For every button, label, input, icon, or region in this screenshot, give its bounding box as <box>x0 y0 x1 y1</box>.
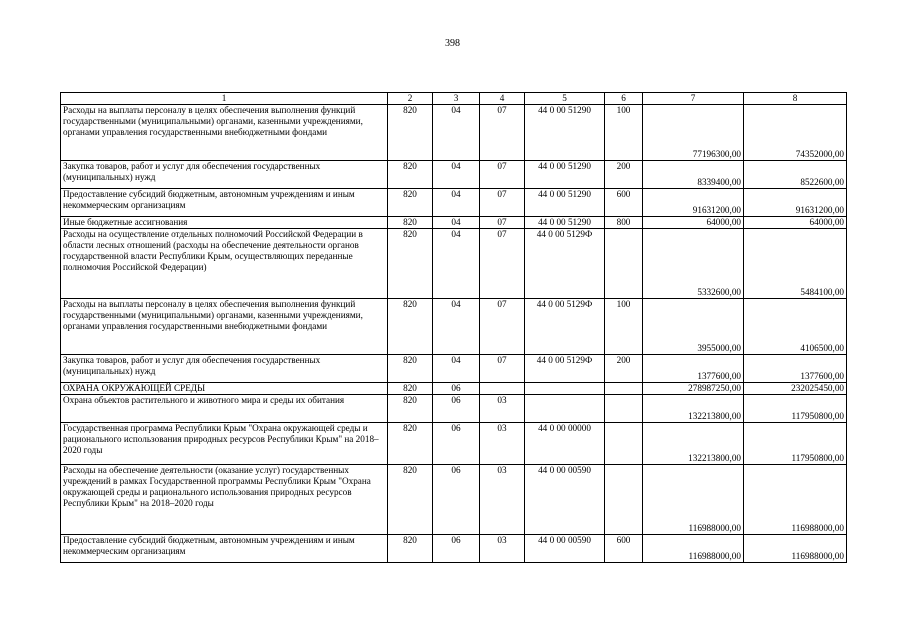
code-cell: 100 <box>605 299 643 355</box>
code-cell: 03 <box>480 465 525 535</box>
code-cell: 100 <box>605 105 643 161</box>
amount-cell: 1377600,00 <box>744 355 847 383</box>
code-cell: 44 0 00 5129Ф <box>525 355 605 383</box>
code-cell: 820 <box>388 465 433 535</box>
table-row <box>61 105 847 161</box>
code-cell: 820 <box>388 217 433 229</box>
code-cell: 200 <box>605 161 643 189</box>
code-cell: 600 <box>605 189 643 217</box>
amount-cell: 91631200,00 <box>643 189 744 217</box>
amount-cell: 3955000,00 <box>643 299 744 355</box>
code-cell: 03 <box>480 535 525 563</box>
code-cell <box>525 395 605 423</box>
row-name-cell: Расходы на выплаты персоналу в целях обеспечения выполнения функций государственными (муниципальными) органами, казенными учреждениями, органами управления государственными внебюджетными фондами <box>61 105 388 161</box>
code-cell: 04 <box>433 105 480 161</box>
amount-cell: 116988000,00 <box>744 465 847 535</box>
header-cell: 6 <box>605 93 643 105</box>
header-cell: 3 <box>433 93 480 105</box>
table-row <box>61 229 847 299</box>
row-name-cell: Иные бюджетные ассигнования <box>61 217 388 229</box>
code-cell: 04 <box>433 189 480 217</box>
code-cell: 820 <box>388 229 433 299</box>
header-cell: 2 <box>388 93 433 105</box>
code-cell: 44 0 00 51290 <box>525 189 605 217</box>
row-name-cell: Расходы на выплаты персоналу в целях обеспечения выполнения функций государственными (муниципальными) органами, казенными учреждениями, органами управления государственными внебюджетными фондами <box>61 299 388 355</box>
code-cell: 07 <box>480 229 525 299</box>
code-cell: 04 <box>433 229 480 299</box>
amount-cell: 278987250,00 <box>643 383 744 395</box>
header-cell: 8 <box>744 93 847 105</box>
amount-cell: 5332600,00 <box>643 229 744 299</box>
amount-cell: 64000,00 <box>643 217 744 229</box>
code-cell: 44 0 00 51290 <box>525 161 605 189</box>
code-cell: 07 <box>480 161 525 189</box>
table-row <box>61 355 847 383</box>
code-cell: 03 <box>480 395 525 423</box>
amount-cell: 116988000,00 <box>643 465 744 535</box>
amount-cell: 4106500,00 <box>744 299 847 355</box>
code-cell: 820 <box>388 535 433 563</box>
row-name-cell: Предоставление субсидий бюджетным, автономным учреждениям и иным некоммерческим организациям <box>61 189 388 217</box>
code-cell: 820 <box>388 189 433 217</box>
code-cell: 820 <box>388 423 433 465</box>
code-cell: 820 <box>388 161 433 189</box>
code-cell <box>480 383 525 395</box>
code-cell <box>605 383 643 395</box>
row-name-cell: Государственная программа Республики Крым "Охрана окружающей среды и рационального использования природных ресурсов Республики Крым" на 2018–2020 годы <box>61 423 388 465</box>
code-cell <box>525 383 605 395</box>
code-cell <box>605 229 643 299</box>
table-row <box>61 299 847 355</box>
table-row <box>61 465 847 535</box>
amount-cell: 232025450,00 <box>744 383 847 395</box>
code-cell: 820 <box>388 355 433 383</box>
code-cell: 07 <box>480 105 525 161</box>
row-name-cell: Расходы на обеспечение деятельности (оказание услуг) государственных учреждений в рамках Государственной программы Республики Крым "Охрана окружающей среды и рационального использования природных ресурсов Республики Крым" на 2018–2020 годы <box>61 465 388 535</box>
code-cell: 200 <box>605 355 643 383</box>
amount-cell: 91631200,00 <box>744 189 847 217</box>
table-row <box>61 535 847 563</box>
table-row <box>61 161 847 189</box>
page-number: 398 <box>445 38 460 49</box>
code-cell: 04 <box>433 161 480 189</box>
code-cell: 06 <box>433 423 480 465</box>
code-cell: 07 <box>480 189 525 217</box>
amount-cell: 64000,00 <box>744 217 847 229</box>
table-row <box>61 383 847 395</box>
code-cell: 03 <box>480 423 525 465</box>
header-cell: 5 <box>525 93 605 105</box>
amount-cell: 1377600,00 <box>643 355 744 383</box>
code-cell <box>605 423 643 465</box>
header-row <box>61 93 847 105</box>
amount-cell: 132213800,00 <box>643 423 744 465</box>
code-cell: 44 0 00 00590 <box>525 535 605 563</box>
code-cell: 04 <box>433 355 480 383</box>
code-cell: 04 <box>433 299 480 355</box>
code-cell: 44 0 00 00000 <box>525 423 605 465</box>
budget-table <box>60 92 847 563</box>
code-cell: 06 <box>433 395 480 423</box>
header-cell: 7 <box>643 93 744 105</box>
row-name-cell: Закупка товаров, работ и услуг для обеспечения государственных (муниципальных) нужд <box>61 355 388 383</box>
header-cell: 4 <box>480 93 525 105</box>
row-name-cell: Закупка товаров, работ и услуг для обеспечения государственных (муниципальных) нужд <box>61 161 388 189</box>
code-cell: 44 0 00 00590 <box>525 465 605 535</box>
code-cell: 820 <box>388 299 433 355</box>
row-name-cell: Расходы на осуществление отдельных полномочий Российской Федерации в области лесных отношений (расходы на обеспечение деятельности органов государственной власти Республики Крым, осуществляющих переданные полномочия Российской Федерации) <box>61 229 388 299</box>
amount-cell: 74352000,00 <box>744 105 847 161</box>
code-cell: 44 0 00 5129Ф <box>525 229 605 299</box>
row-name-cell: ОХРАНА ОКРУЖАЮЩЕЙ СРЕДЫ <box>61 383 388 395</box>
table-row <box>61 217 847 229</box>
row-name-cell: Предоставление субсидий бюджетным, автономным учреждениям и иным некоммерческим организациям <box>61 535 388 563</box>
code-cell: 04 <box>433 217 480 229</box>
code-cell: 800 <box>605 217 643 229</box>
amount-cell: 117950800,00 <box>744 395 847 423</box>
amount-cell: 116988000,00 <box>744 535 847 563</box>
code-cell: 44 0 00 51290 <box>525 217 605 229</box>
code-cell: 600 <box>605 535 643 563</box>
code-cell <box>605 465 643 535</box>
code-cell: 06 <box>433 535 480 563</box>
code-cell: 820 <box>388 105 433 161</box>
code-cell: 44 0 00 5129Ф <box>525 299 605 355</box>
code-cell: 06 <box>433 383 480 395</box>
code-cell: 07 <box>480 299 525 355</box>
amount-cell: 117950800,00 <box>744 423 847 465</box>
table-row <box>61 423 847 465</box>
amount-cell: 77196300,00 <box>643 105 744 161</box>
amount-cell: 132213800,00 <box>643 395 744 423</box>
amount-cell: 8339400,00 <box>643 161 744 189</box>
code-cell: 07 <box>480 217 525 229</box>
amount-cell: 5484100,00 <box>744 229 847 299</box>
code-cell <box>605 395 643 423</box>
row-name-cell: Охрана объектов растительного и животного мира и среды их обитания <box>61 395 388 423</box>
amount-cell: 8522600,00 <box>744 161 847 189</box>
code-cell: 44 0 00 51290 <box>525 105 605 161</box>
header-cell: 1 <box>61 93 388 105</box>
code-cell: 820 <box>388 383 433 395</box>
table-row <box>61 189 847 217</box>
amount-cell: 116988000,00 <box>643 535 744 563</box>
code-cell: 06 <box>433 465 480 535</box>
table-row <box>61 395 847 423</box>
code-cell: 820 <box>388 395 433 423</box>
code-cell: 07 <box>480 355 525 383</box>
